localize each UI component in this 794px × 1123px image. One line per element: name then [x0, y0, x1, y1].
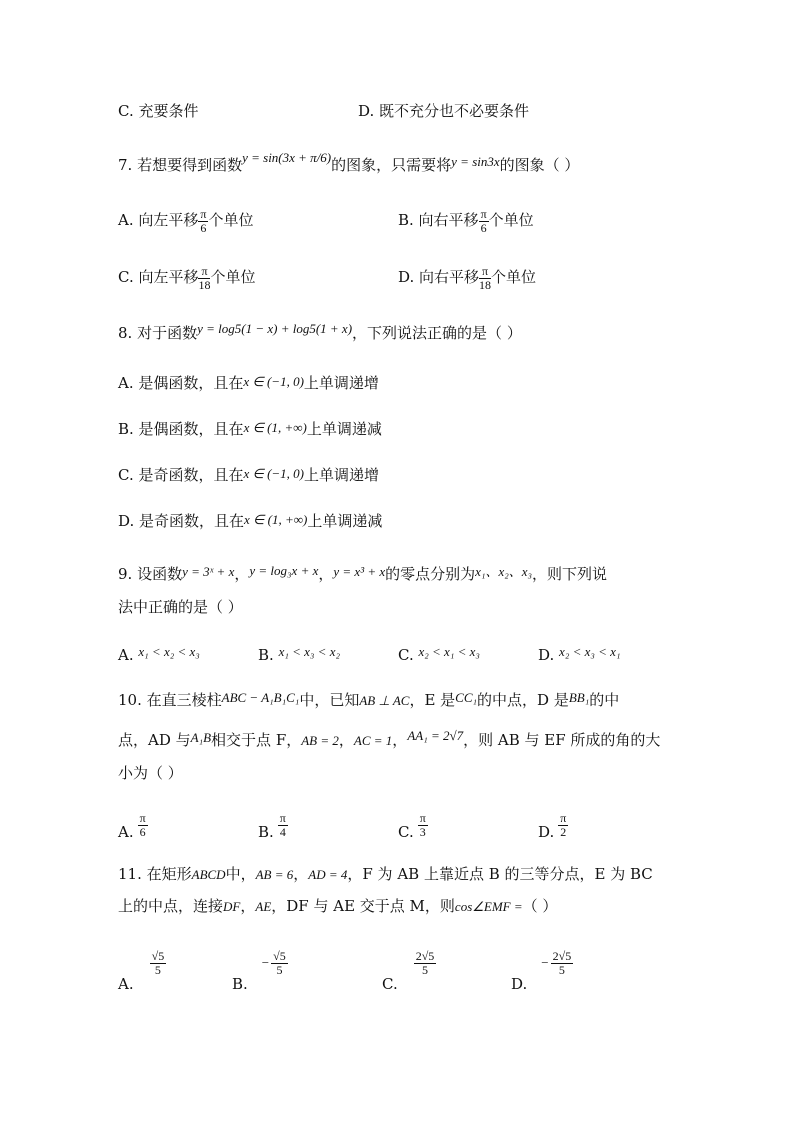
- q9-stem-line2-text: 法中正确的是（ ）: [118, 598, 243, 616]
- q11-option-d-fraction: [551, 950, 574, 976]
- q11-option-a-fraction: [150, 950, 167, 976]
- q11-option-d-label: D.: [511, 975, 528, 994]
- q7-stem-pre: 7. 若想要得到函数: [118, 156, 243, 174]
- q8-option-c: [118, 468, 379, 483]
- q7-option-a-fraction: [198, 208, 208, 234]
- q6-option-c-text: C. 充要条件: [118, 102, 199, 120]
- q11-option-c-label: C.: [382, 975, 398, 994]
- q9-option-c: [398, 644, 480, 664]
- q8-option-a-interval: x ∈ (−1, 0): [243, 374, 304, 389]
- q11-line1-pre: 11. 在矩形: [118, 865, 192, 883]
- q10-perp: AB ⊥ AC: [359, 693, 410, 708]
- q9-stem-mid: 的零点分别为: [385, 565, 476, 583]
- q10-line3-text: 小为（ ）: [118, 764, 183, 782]
- q10-line2-c: ，: [338, 731, 354, 749]
- q9-stem-pre: 9. 设函数: [118, 565, 183, 583]
- fraction-denominator: 4: [279, 824, 286, 839]
- q10-option-a-fraction: [138, 812, 148, 838]
- q11-option-d: [511, 949, 573, 994]
- q6-option-d: [358, 104, 529, 119]
- q7-option-c-suffix: 个单位: [210, 268, 256, 287]
- q9-option-a-label: A.: [118, 646, 134, 664]
- q10-line1-pre: 10. 在直三棱柱: [118, 691, 222, 709]
- q8-func: y = log5(1 − x) + log5(1 + x): [197, 321, 353, 336]
- q9-option-d: [538, 644, 621, 664]
- q9-option-d-label: D.: [538, 646, 555, 664]
- fraction-numerator: π: [480, 207, 487, 221]
- q11-line1-b: ，: [293, 865, 309, 883]
- q7-option-d-suffix: 个单位: [491, 268, 537, 287]
- q8-option-a: [118, 376, 379, 391]
- q11-line2-d: （ ）: [522, 897, 558, 915]
- q11-line2-c: ，DF 与 AE 交于点 M，则: [271, 897, 455, 915]
- q10-line1-c: 的中点，D 是: [477, 691, 569, 709]
- q9-zeros: x₁、x₂、x₃: [475, 564, 533, 579]
- fraction-numerator: π: [479, 265, 491, 279]
- q6-option-c: [118, 104, 198, 119]
- q7-option-b-fraction: [479, 208, 489, 234]
- q7-option-b-suffix: 个单位: [488, 211, 534, 230]
- q8-option-b-interval: x ∈ (1, +∞): [243, 420, 307, 435]
- q7-option-a-suffix: 个单位: [208, 211, 254, 230]
- q9-stem-line2: [118, 600, 243, 615]
- q11-option-d-sign: −: [541, 955, 549, 971]
- q10-line2-b: 相交于点 F，: [211, 731, 302, 749]
- q10-line3: [118, 766, 183, 781]
- q7-stem-post: 的图象（ ）: [499, 156, 580, 174]
- q11-option-a: [118, 949, 166, 994]
- q11-ae: AE: [255, 899, 272, 914]
- fraction-numerator: √5: [273, 949, 286, 963]
- q11-line1-c: ，F 为 AB 上靠近点 B 的三等分点，E 为 BC: [347, 865, 653, 883]
- fraction-denominator: 6: [139, 824, 146, 839]
- q11-line2-b: ，: [240, 897, 256, 915]
- q10-option-b: [258, 811, 288, 842]
- q7-option-b: [398, 208, 534, 234]
- q9-stem-post: ，则下列说: [532, 565, 608, 583]
- q10-aa1: AA₁ = 2√7: [407, 728, 464, 743]
- q10-line1-d: 的中: [589, 691, 620, 709]
- q9-stem: 9. 设函数y = 3ˣ + x，y = log₃x + x，y = x³ + x的零点分别为x₁、x₂、x₃，则下列说: [118, 563, 608, 583]
- q9-option-d-expr: x₂ < x₃ < x₁: [559, 644, 621, 659]
- q11-ad: AD = 4: [308, 867, 348, 882]
- fraction-numerator: π: [560, 811, 567, 825]
- q10-a1b: A₁B: [190, 730, 212, 745]
- q8-option-d: [118, 514, 382, 529]
- q9-option-a: [118, 644, 200, 664]
- q9-func-3: y = x³ + x: [333, 564, 386, 579]
- fraction-denominator: 6: [200, 220, 207, 235]
- q11-option-b-sign: −: [261, 955, 270, 971]
- q10-ab: AB = 2: [301, 733, 339, 748]
- q9-option-c-label: C.: [398, 646, 414, 664]
- q7-target-func: y = sin(3x + π/6): [242, 150, 332, 165]
- q11-line2-a: 上的中点，连接: [118, 897, 224, 915]
- fraction-denominator: 5: [276, 962, 283, 977]
- q8-option-a-suffix: 上单调递增: [303, 374, 379, 392]
- q8-option-c-suffix: 上单调递增: [304, 466, 380, 484]
- q9-func-1: y = 3ˣ + x: [182, 564, 235, 579]
- q10-ac: AC = 1: [353, 733, 393, 748]
- q10-option-b-fraction: [278, 812, 288, 838]
- q11-option-c: [382, 949, 436, 994]
- fraction-numerator: π: [419, 811, 426, 825]
- q6-option-d-text: D. 既不充分也不必要条件: [358, 102, 530, 120]
- fraction-denominator: 5: [422, 962, 429, 977]
- fraction-denominator: 5: [154, 962, 161, 977]
- fraction-numerator: π: [139, 811, 146, 825]
- fraction-denominator: 6: [480, 220, 487, 235]
- q8-option-b-suffix: 上单调递减: [306, 420, 382, 438]
- q8-option-d-label: D. 是奇函数，且在: [118, 512, 245, 530]
- q11-option-c-fraction: [414, 950, 437, 976]
- q7-source-func: y = sin3x: [451, 154, 500, 169]
- q10-option-a: [118, 811, 148, 842]
- fraction-denominator: 18: [479, 277, 492, 292]
- q11-rect: ABCD: [191, 867, 226, 882]
- q8-option-d-suffix: 上单调递减: [307, 512, 383, 530]
- q7-option-b-label: B. 向右平移: [398, 211, 479, 230]
- q11-ab: AB = 6: [255, 867, 294, 882]
- q7-option-d: [398, 265, 536, 291]
- q10-option-d: [538, 811, 568, 842]
- q7-option-a-label: A. 向左平移: [118, 211, 199, 230]
- q10-option-d-fraction: [558, 812, 568, 838]
- q7-option-a: [118, 208, 253, 234]
- q7-stem-mid: 的图象，只需要将: [331, 156, 452, 174]
- q11-line1-a: 中，: [225, 865, 256, 883]
- q7-option-c-fraction: [198, 265, 210, 291]
- fraction-denominator: 2: [560, 824, 567, 839]
- q10-option-b-label: B.: [258, 823, 274, 842]
- q11-line2: [118, 899, 557, 914]
- q11-option-b-fraction: [271, 950, 288, 976]
- q10-cc1: CC₁: [455, 690, 478, 705]
- q7-option-d-fraction: [479, 265, 491, 291]
- q10-option-c-label: C.: [398, 823, 414, 842]
- q9-option-c-expr: x₂ < x₁ < x₃: [418, 644, 480, 659]
- q8-option-b: [118, 422, 382, 437]
- q10-line1: [118, 690, 620, 709]
- q8-option-a-label: A. 是偶函数，且在: [118, 374, 244, 392]
- q10-prism: ABC − A₁B₁C₁: [221, 690, 300, 705]
- q11-df: DF: [223, 899, 241, 914]
- q8-option-b-label: B. 是偶函数，且在: [118, 420, 244, 438]
- q8-option-c-interval: x ∈ (−1, 0): [243, 466, 305, 481]
- fraction-denominator: 18: [198, 277, 211, 292]
- q10-line2-e: ，则 AB 与 EF 所成的角的大: [463, 731, 661, 749]
- q8-stem-post: ，下列说法正确的是（ ）: [352, 324, 522, 342]
- q8-stem: [118, 321, 522, 342]
- q10-line2-d: ，: [392, 731, 408, 749]
- q8-stem-pre: 8. 对于函数: [118, 324, 198, 342]
- q9-option-b: [258, 644, 340, 664]
- q10-bb1: BB₁: [568, 690, 590, 705]
- q10-line2: [118, 728, 661, 749]
- q10-option-c-fraction: [418, 812, 428, 838]
- q9-func-2: y = log₃x + x: [249, 563, 319, 578]
- q8-option-d-interval: x ∈ (1, +∞): [244, 512, 308, 527]
- q9-option-b-expr: x₁ < x₃ < x₂: [278, 644, 340, 659]
- q10-option-a-label: A.: [118, 823, 134, 842]
- q7-option-d-label: D. 向右平移: [398, 268, 480, 287]
- q9-option-b-label: B.: [258, 646, 274, 664]
- q11-option-b-label: B.: [232, 975, 248, 994]
- q11-option-a-label: A.: [118, 975, 134, 994]
- fraction-numerator: √5: [151, 949, 165, 963]
- q10-line2-a: 点，AD 与: [118, 731, 191, 749]
- fraction-numerator: π: [200, 207, 207, 221]
- q10-option-c: [398, 811, 428, 842]
- q7-option-c: [118, 265, 256, 291]
- fraction-numerator: π: [279, 811, 286, 825]
- q10-option-d-label: D.: [538, 823, 555, 842]
- fraction-numerator: 2√5: [552, 949, 572, 963]
- q10-line1-a: 中，已知: [299, 691, 360, 709]
- fraction-denominator: 5: [558, 962, 565, 977]
- fraction-denominator: 3: [419, 824, 426, 839]
- q10-line1-b: ，E 是: [409, 691, 456, 709]
- q11-cos: cos∠EMF =: [454, 899, 523, 914]
- q11-option-b: [232, 949, 288, 994]
- q7-stem: [118, 150, 580, 174]
- fraction-numerator: π: [198, 265, 210, 279]
- q11-line1: [118, 867, 653, 882]
- q8-option-c-label: C. 是奇函数，且在: [118, 466, 244, 484]
- q7-option-c-label: C. 向左平移: [118, 268, 199, 287]
- fraction-numerator: 2√5: [415, 949, 435, 963]
- q9-option-a-expr: x₁ < x₂ < x₃: [138, 644, 200, 659]
